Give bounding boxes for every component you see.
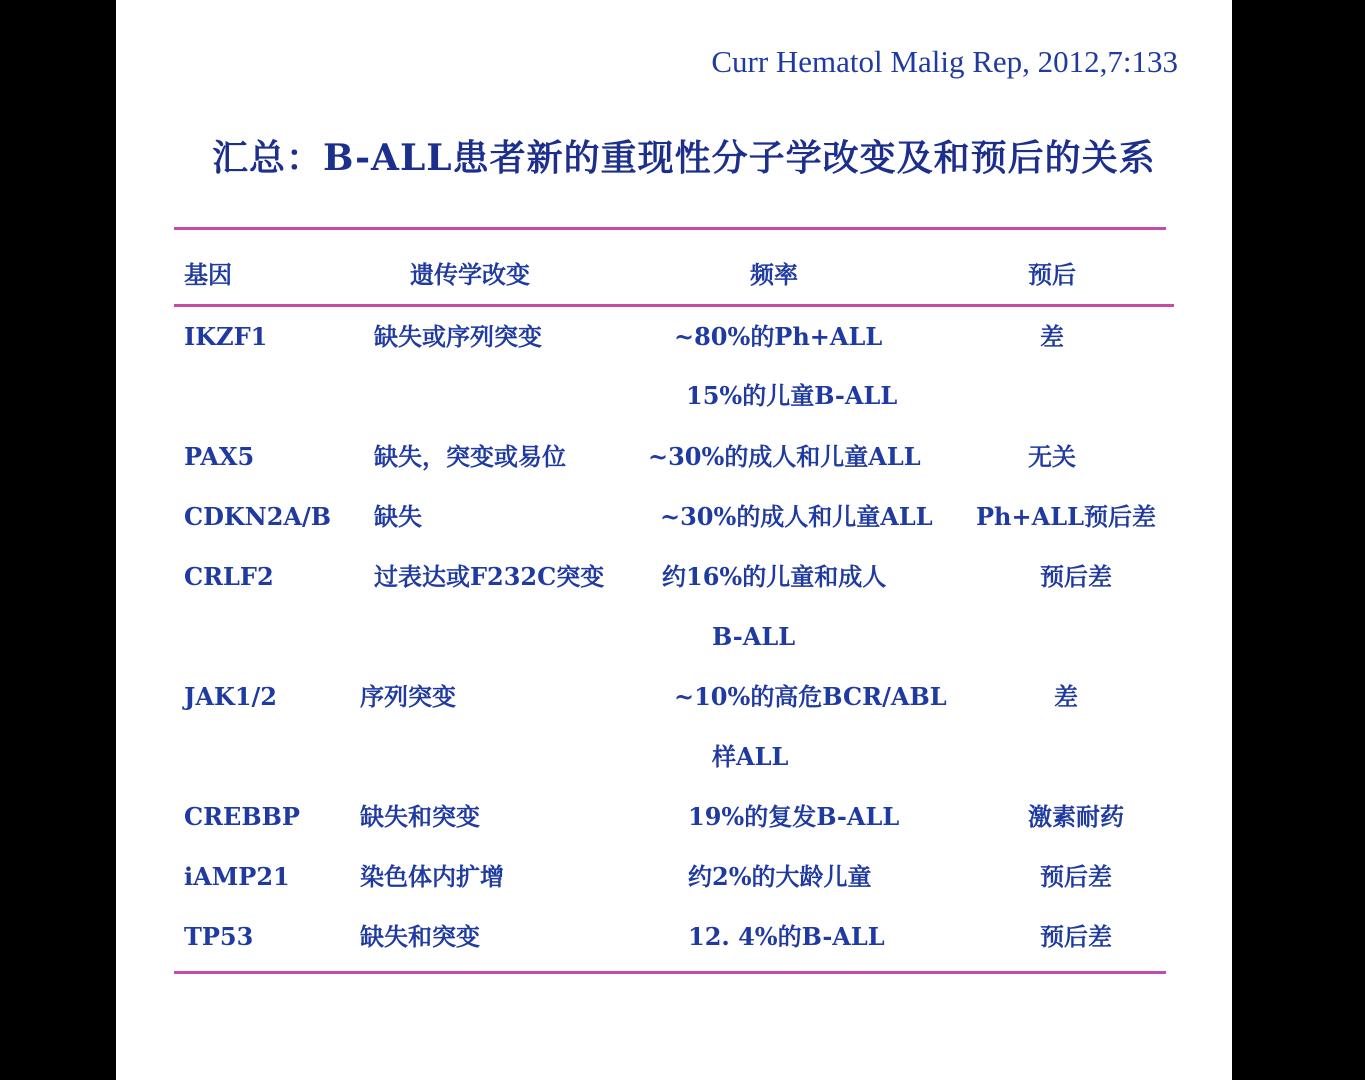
frequency-cell: ~80%的Ph+ALL: [674, 322, 883, 351]
frequency-cell-continued: B-ALL: [712, 622, 796, 651]
prognosis-cell: 预后差: [1040, 922, 1112, 951]
gene-cell: CDKN2A/B: [184, 502, 332, 531]
frequency-cell-continued: 15%的儿童B-ALL: [686, 381, 898, 410]
prognosis-cell: 预后差: [1040, 862, 1112, 891]
prognosis-cell: 激素耐药: [1028, 802, 1124, 831]
frequency-cell-continued: 样ALL: [712, 742, 789, 771]
alteration-cell: 染色体内扩增: [360, 862, 504, 891]
header-gene: 基因: [184, 260, 232, 289]
alteration-cell: 缺失和突变: [360, 802, 480, 831]
header-alteration: 遗传学改变: [410, 260, 530, 289]
frequency-cell: 约2%的大龄儿童: [688, 862, 872, 891]
slide-title: 汇总：B-ALL患者新的重现性分子学改变及和预后的关系: [212, 137, 1156, 179]
gene-cell: JAK1/2: [184, 682, 277, 711]
alteration-cell: 缺失: [374, 502, 422, 531]
alteration-cell: 序列突变: [360, 682, 456, 711]
alteration-cell: 缺失或序列突变: [374, 322, 542, 351]
frequency-cell: 约16%的儿童和成人: [662, 562, 887, 591]
gene-cell: iAMP21: [184, 862, 290, 891]
alteration-cell: 缺失和突变: [360, 922, 480, 951]
prognosis-cell: 无关: [1028, 442, 1076, 471]
gene-cell: TP53: [184, 922, 254, 951]
frequency-cell: ~10%的高危BCR/ABL: [674, 682, 947, 711]
alteration-cell: 缺失，突变或易位: [374, 442, 566, 471]
gene-cell: IKZF1: [184, 322, 268, 351]
gene-cell: CREBBP: [184, 802, 300, 831]
table-top-rule: [174, 227, 1166, 230]
citation: Curr Hematol Malig Rep, 2012,7:133: [711, 44, 1178, 79]
gene-cell: CRLF2: [184, 562, 274, 591]
alteration-cell: 过表达或F232C突变: [374, 562, 605, 591]
frequency-cell: 19%的复发B-ALL: [688, 802, 900, 831]
prognosis-cell: 差: [1054, 682, 1078, 711]
gene-cell: PAX5: [184, 442, 255, 471]
header-prognosis: 预后: [1028, 260, 1076, 289]
slide: [116, 0, 1232, 1080]
prognosis-cell: 差: [1040, 322, 1064, 351]
table-header-rule: [174, 304, 1174, 307]
table-bottom-rule: [174, 971, 1166, 974]
frequency-cell: ~30%的成人和儿童ALL: [660, 502, 933, 531]
frequency-cell: 12. 4%的B-ALL: [688, 922, 885, 951]
header-frequency: 频率: [750, 260, 798, 289]
prognosis-cell: 预后差: [1040, 562, 1112, 591]
prognosis-cell: Ph+ALL预后差: [976, 502, 1156, 531]
frequency-cell: ~30%的成人和儿童ALL: [648, 442, 921, 471]
